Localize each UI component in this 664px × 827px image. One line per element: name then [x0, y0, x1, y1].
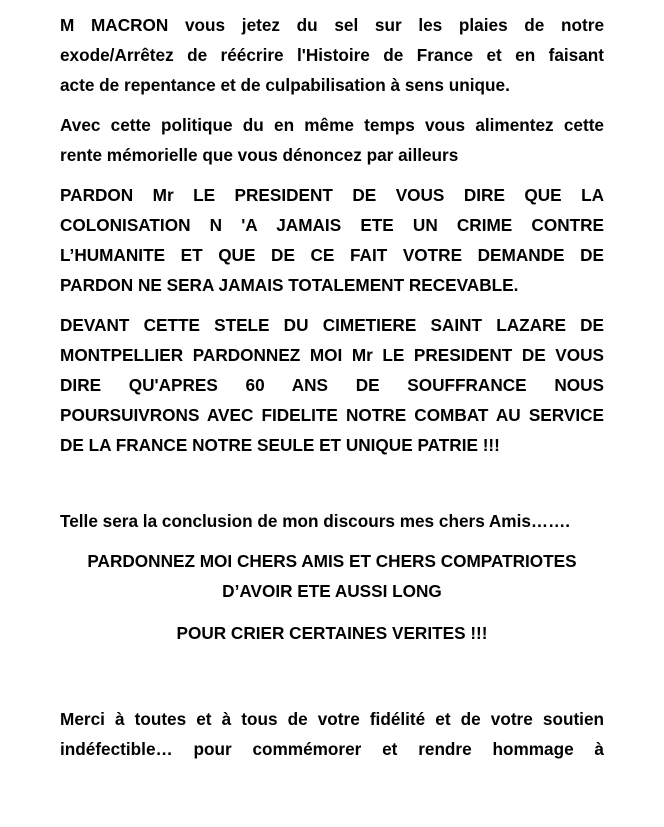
paragraph-conclusion — [60, 506, 604, 536]
text-line: M MACRON vous jetez du sel sur les plaies de notre — [60, 15, 604, 35]
paragraph-merci — [60, 704, 604, 764]
text-line: indéfectible… pour commémorer et rendre hommage à — [60, 739, 604, 759]
text-line: Merci à toutes et à tous de votre fidélité et de votre soutien — [60, 709, 604, 729]
text-line: POURSUIVRONS AVEC FIDELITE NOTRE COMBAT AU SERVICE — [60, 405, 604, 425]
text-line: rente mémorielle que vous dénoncez par ailleurs — [60, 145, 459, 165]
paragraph-verites — [60, 618, 604, 648]
paragraph-stele — [60, 310, 604, 460]
text-line: PARDON NE SERA JAMAIS TOTALEMENT RECEVABLE. — [60, 275, 519, 295]
text-line: POUR CRIER CERTAINES VERITES !!! — [176, 623, 488, 643]
text-line: Telle sera la conclusion de mon discours mes chers Amis……. — [60, 511, 571, 531]
paragraph-macron-exode — [60, 10, 604, 100]
text-line: COLONISATION N 'A JAMAIS ETE UN CRIME CONTRE — [60, 215, 604, 235]
text-line: D’AVOIR ETE AUSSI LONG — [222, 581, 442, 601]
paragraph-politique — [60, 110, 604, 170]
document-page — [60, 10, 604, 764]
text-line: exode/Arrêtez de réécrire l'Histoire de France et en faisant — [60, 45, 604, 65]
paragraph-pardon-president — [60, 180, 604, 300]
text-line: DE LA FRANCE NOTRE SEULE ET UNIQUE PATRIE !!! — [60, 435, 500, 455]
text-line: DEVANT CETTE STELE DU CIMETIERE SAINT LAZARE DE — [60, 315, 604, 335]
text-line: PARDONNEZ MOI CHERS AMIS ET CHERS COMPATRIOTES — [87, 551, 577, 571]
paragraph-pardonnez-amis — [60, 546, 604, 606]
text-line: MONTPELLIER PARDONNEZ MOI Mr LE PRESIDENT DE VOUS — [60, 345, 604, 365]
text-line: L’HUMANITE ET QUE DE CE FAIT VOTRE DEMANDE DE — [60, 245, 604, 265]
text-line: PARDON Mr LE PRESIDENT DE VOUS DIRE QUE LA — [60, 185, 604, 205]
text-line: DIRE QU'APRES 60 ANS DE SOUFFRANCE NOUS — [60, 375, 604, 395]
text-line: Avec cette politique du en même temps vous alimentez cette — [60, 115, 604, 135]
text-line: acte de repentance et de culpabilisation à sens unique. — [60, 75, 510, 95]
